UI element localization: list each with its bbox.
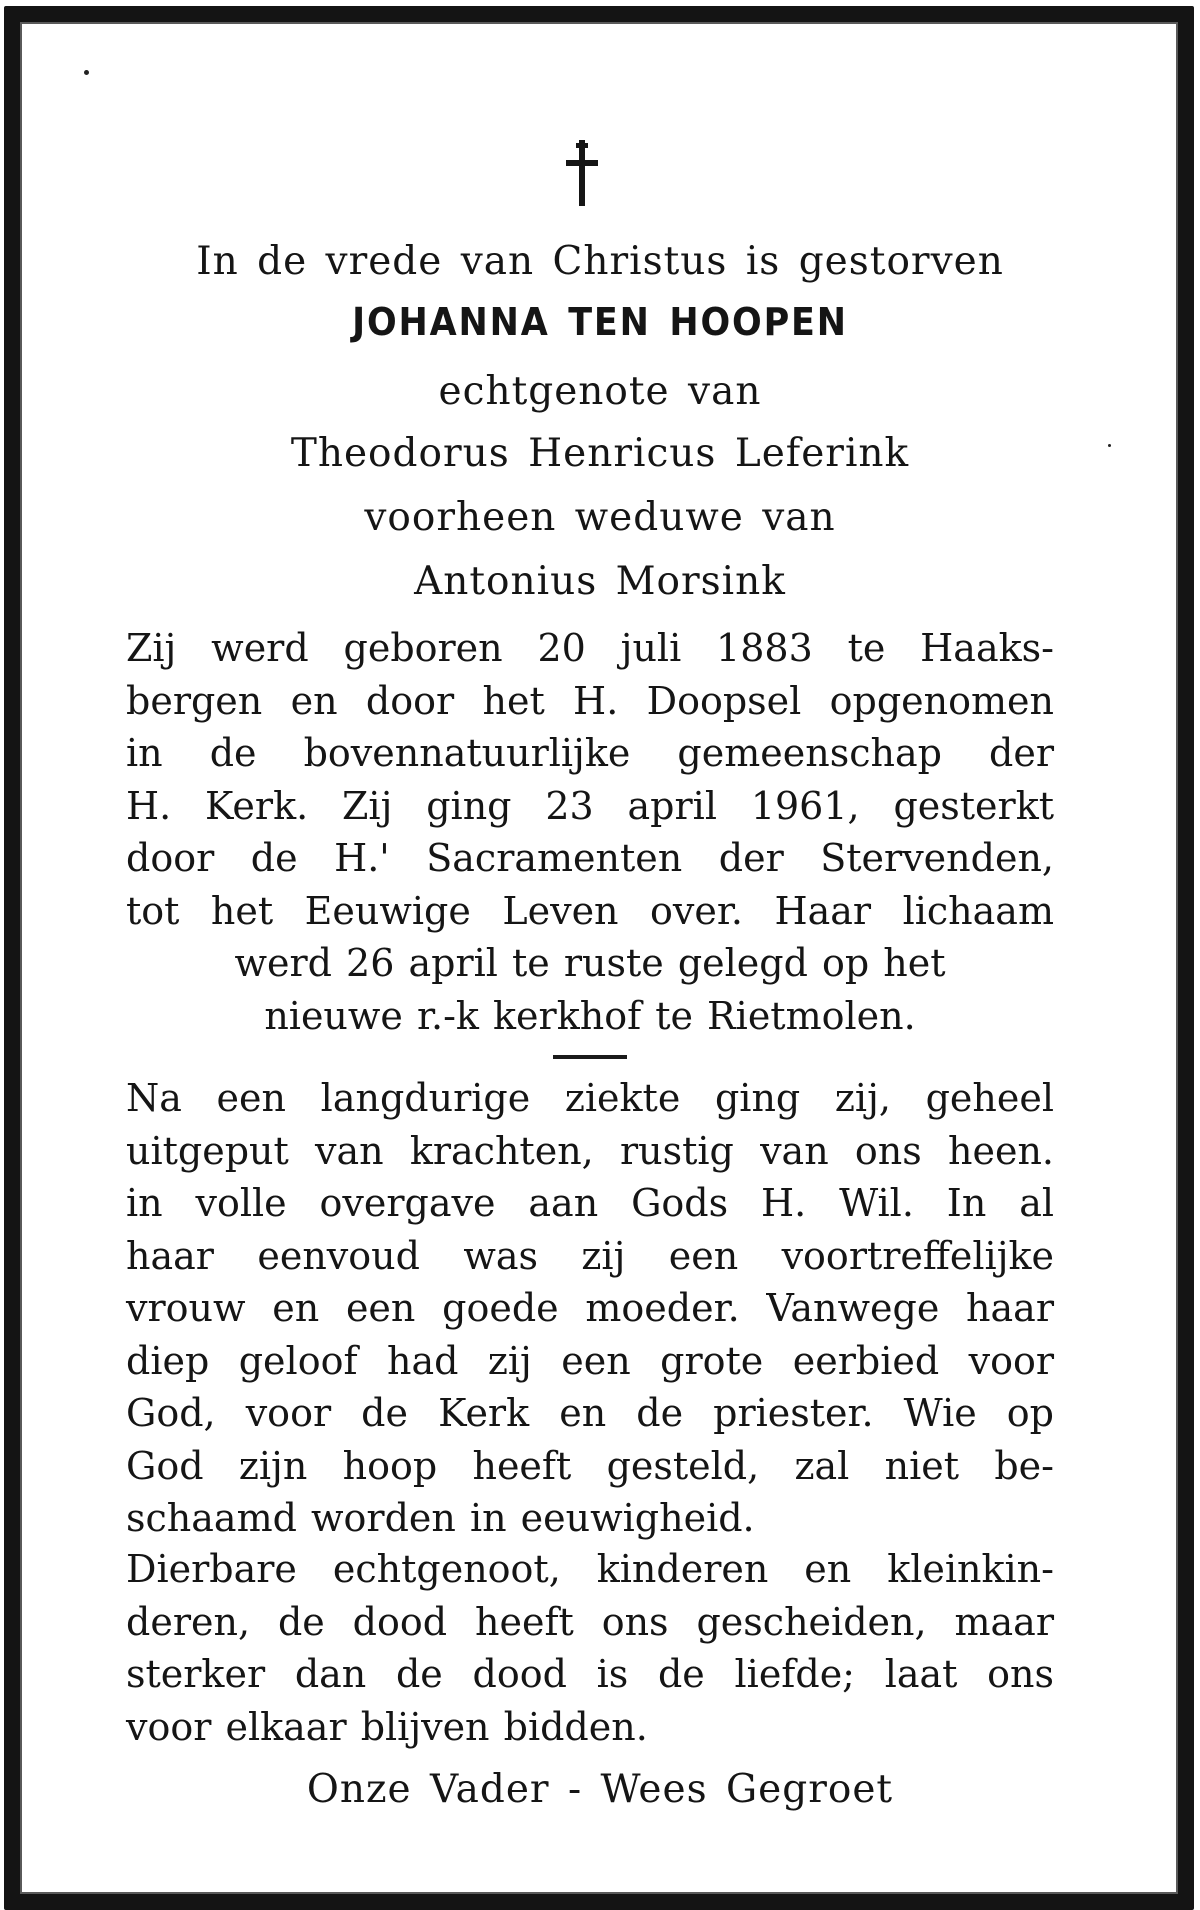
biography-line: tot het Eeuwige Leven over. Haar lichaam	[126, 888, 1054, 933]
paper-speck	[1108, 444, 1111, 447]
paper-speck	[84, 70, 89, 75]
farewell-line: voor elkaar blijven bidden.	[126, 1704, 648, 1749]
spouse-label: echtgenote van	[438, 369, 762, 414]
tribute-line: Na een langdurige ziekte ging zij, geheel	[126, 1076, 1054, 1120]
farewell-line: sterker dan de dood is de liefde; laat ons	[126, 1652, 1054, 1696]
farewell-line: Dierbare echtgenoot, kinderen en kleinkin-	[126, 1547, 1054, 1591]
biography-line: nieuwe r.-k kerkhof te Rietmolen.	[264, 993, 916, 1038]
previous-spouse-name: Antonius Morsink	[414, 559, 786, 604]
farewell-line: deren, de dood heeft ons gescheiden, maar	[126, 1599, 1054, 1644]
deceased-name: JOHANNA TEN HOOPEN	[352, 300, 848, 344]
biography-line: in de bovennatuurlijke gemeenschap der	[126, 731, 1054, 775]
biography-line: bergen en door het H. Doopsel opgenomen	[126, 678, 1054, 723]
previous-spouse-label: voorheen weduwe van	[364, 495, 836, 540]
prayer-line: Onze Vader - Wees Gegroet	[306, 1767, 894, 1812]
tribute-line: vrouw en een goede moeder. Vanwege haar	[126, 1286, 1054, 1330]
tribute-line: diep geloof had zij een grote eerbied voor	[126, 1338, 1054, 1383]
biography-line: werd 26 april te ruste gelegd op het	[234, 941, 946, 985]
tribute-line: uitgeput van krachten, rustig van ons heen.	[126, 1128, 1054, 1173]
biography-paragraph	[126, 622, 1054, 1042]
tribute-line: God zijn hoop heeft gesteld, zal niet be-	[126, 1443, 1054, 1488]
spouse-name: Theodorus Henricus Leferink	[290, 431, 910, 476]
biography-line: door de H.' Sacramenten der Stervenden,	[126, 836, 1054, 880]
tribute-line: God, voor de Kerk en de priester. Wie op	[126, 1391, 1054, 1435]
cross-icon	[563, 140, 601, 206]
intro-line: In de vrede van Christus is gestorven	[196, 239, 1004, 284]
tribute-line: schaamd worden in eeuwigheid.	[126, 1496, 755, 1540]
section-divider	[553, 1055, 627, 1059]
tribute-line: haar eenvoud was zij een voortreffelijke	[126, 1233, 1054, 1278]
biography-line: H. Kerk. Zij ging 23 april 1961, gesterkt	[126, 783, 1054, 828]
biography-line: Zij werd geboren 20 juli 1883 te Haaks-	[126, 626, 1054, 670]
tribute-line: in volle overgave aan Gods H. Wil. In al	[126, 1181, 1054, 1225]
tribute-paragraph	[126, 1072, 1054, 1545]
farewell-paragraph	[126, 1543, 1054, 1753]
